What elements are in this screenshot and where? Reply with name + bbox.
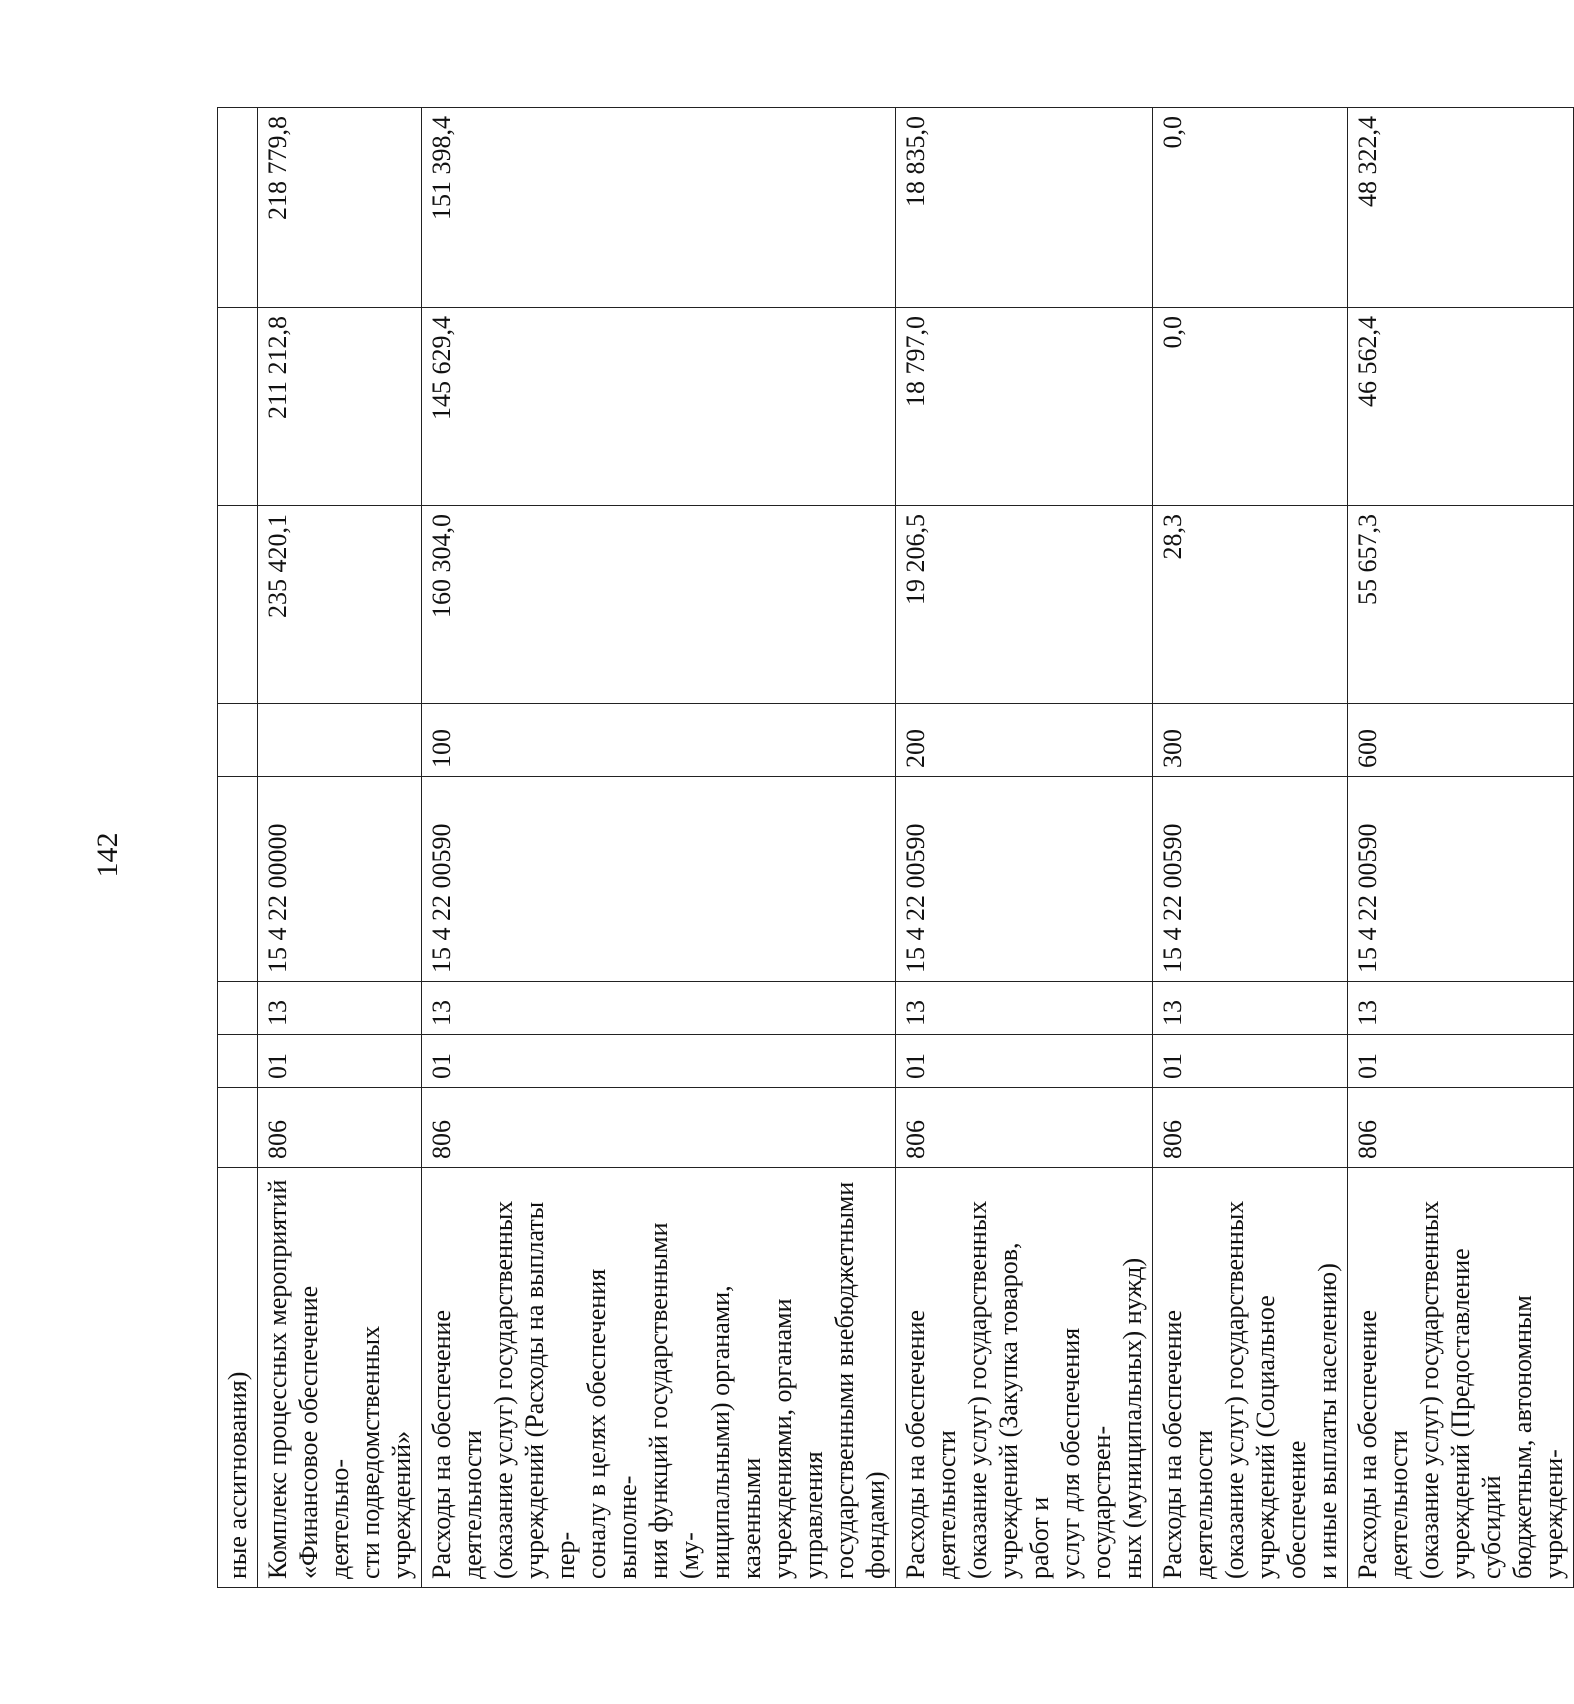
amount-year-3: 151 398,4	[422, 108, 896, 308]
table-row	[1348, 108, 1574, 1588]
ministry-code: 806	[1153, 1088, 1348, 1168]
subsection-code: 13	[1153, 982, 1348, 1035]
row-description: Расходы на обеспечение деятельности (оказание услуг) государственных учреждений (Расходы на выплаты пер- соналу в целях обеспечения выполне- ния функций государственными (му- ниципальными) органами, казенными учреждениями, органами управления государственными внебюджетными фондами)	[422, 1168, 896, 1588]
amount-year-2: 46 562,4	[1348, 308, 1574, 506]
expense-type-code: 600	[1348, 704, 1574, 777]
ministry-code: 806	[422, 1088, 896, 1168]
target-article-code: 15 4 22 00590	[1153, 777, 1348, 982]
table-row	[258, 108, 422, 1588]
expense-type-code	[258, 704, 422, 777]
budget-table	[217, 107, 1574, 1588]
amount-year-3: 218 779,8	[258, 108, 422, 308]
row-description: Комплекс процессных мероприятий «Финансовое обеспечение деятельно- сти подведомственных учреждений»	[258, 1168, 422, 1588]
ministry-code: 806	[258, 1088, 422, 1168]
ministry-code: 806	[1348, 1088, 1574, 1168]
rotated-page-content	[217, 108, 1568, 1588]
expense-type-code: 300	[1153, 704, 1348, 777]
subsection-code: 13	[896, 982, 1153, 1035]
header-continuation-text: ные ассигнования)	[218, 1168, 258, 1588]
row-description: Расходы на обеспечение деятельности (оказание услуг) государственных учреждений (Предоставление субсидий бюджетным, автономным учреждени-	[1348, 1168, 1574, 1588]
ministry-code: 806	[896, 1088, 1153, 1168]
empty-cell	[218, 777, 258, 982]
amount-year-2: 211 212,8	[258, 308, 422, 506]
amount-year-1: 28,3	[1153, 506, 1348, 704]
amount-year-1: 55 657,3	[1348, 506, 1574, 704]
empty-cell	[218, 704, 258, 777]
empty-cell	[218, 1035, 258, 1088]
row-description: Расходы на обеспечение деятельности (оказание услуг) государственных учреждений (Закупка товаров, работ и услуг для обеспечения государствен- ных (муниципальных) нужд)	[896, 1168, 1153, 1588]
amount-year-2: 18 797,0	[896, 308, 1153, 506]
expense-type-code: 100	[422, 704, 896, 777]
page-number: 142	[91, 832, 124, 878]
row-description: Расходы на обеспечение деятельности (оказание услуг) государственных учреждений (Социальное обеспечение и иные выплаты населению)	[1153, 1168, 1348, 1588]
target-article-code: 15 4 22 00590	[422, 777, 896, 982]
amount-year-1: 160 304,0	[422, 506, 896, 704]
target-article-code: 15 4 22 00000	[258, 777, 422, 982]
amount-year-3: 18 835,0	[896, 108, 1153, 308]
target-article-code: 15 4 22 00590	[896, 777, 1153, 982]
header-continuation-row	[218, 108, 258, 1588]
table-row	[896, 108, 1153, 1588]
target-article-code: 15 4 22 00590	[1348, 777, 1574, 982]
empty-cell	[218, 308, 258, 506]
section-code: 01	[422, 1035, 896, 1088]
section-code: 01	[1348, 1035, 1574, 1088]
subsection-code: 13	[258, 982, 422, 1035]
empty-cell	[218, 982, 258, 1035]
amount-year-2: 0,0	[1153, 308, 1348, 506]
empty-cell	[218, 506, 258, 704]
subsection-code: 13	[422, 982, 896, 1035]
amount-year-3: 48 322,4	[1348, 108, 1574, 308]
table-row	[422, 108, 896, 1588]
section-code: 01	[1153, 1035, 1348, 1088]
empty-cell	[218, 108, 258, 308]
empty-cell	[218, 1088, 258, 1168]
table-rotation-wrapper	[217, 108, 1568, 1588]
amount-year-2: 145 629,4	[422, 308, 896, 506]
amount-year-3: 0,0	[1153, 108, 1348, 308]
expense-type-code: 200	[896, 704, 1153, 777]
subsection-code: 13	[1348, 982, 1574, 1035]
amount-year-1: 19 206,5	[896, 506, 1153, 704]
table-row	[1153, 108, 1348, 1588]
section-code: 01	[896, 1035, 1153, 1088]
amount-year-1: 235 420,1	[258, 506, 422, 704]
section-code: 01	[258, 1035, 422, 1088]
